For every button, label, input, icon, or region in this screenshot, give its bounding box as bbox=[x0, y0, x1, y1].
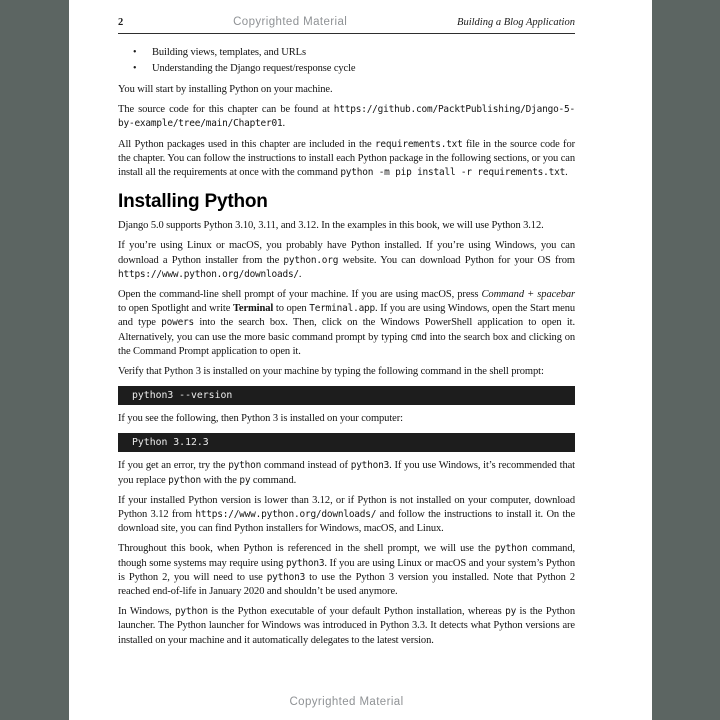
inline-code: python bbox=[228, 460, 262, 472]
inline-code: python3 bbox=[285, 557, 325, 569]
inline-code: python bbox=[174, 606, 208, 618]
inline-text: Django 5.0 supports Python 3.10, 3.11, and 3.12. In the examples in this book, we will use Python 3.12. bbox=[118, 220, 544, 232]
paragraph bbox=[118, 542, 575, 599]
inline-code: python3 bbox=[266, 571, 306, 583]
inline-code: https://www.python.org/downloads/ bbox=[195, 509, 377, 521]
inline-text: command. bbox=[250, 474, 297, 486]
inline-text: to use the Python 3 version you installed. Note that Python 2 reached end-of-life in January 2020 and shouldn’t be used anymore. bbox=[118, 571, 575, 598]
inline-text: website. You can download Python for your OS from bbox=[338, 254, 575, 266]
paragraph bbox=[118, 138, 575, 181]
code-block: Python 3.12.3 bbox=[118, 433, 575, 452]
paragraph bbox=[118, 103, 575, 131]
inline-text: to open bbox=[273, 303, 310, 315]
bullet-item: • Understanding the Django request/response cycle bbox=[118, 61, 575, 77]
inline-text: If you get an error, try the bbox=[118, 460, 229, 472]
paragraph bbox=[118, 605, 575, 648]
inline-text: If your installed Python version is lower than 3.12, or if Python is not installed on your computer, download Python 3.12 from bbox=[118, 494, 575, 521]
running-title: Building a Blog Application bbox=[457, 17, 575, 28]
inline-code: cmd bbox=[410, 331, 427, 343]
inline-code: https://github.com/PacktPublishing/Django-5-by-example/tree/main/Chapter01 bbox=[118, 104, 575, 130]
inline-code: https://www.python.org/downloads/ bbox=[118, 268, 299, 280]
paragraph bbox=[118, 459, 575, 487]
inline-text: command, though some systems may require using bbox=[118, 543, 575, 569]
inline-text: file in the source code for the chapter. You can follow the instructions to install each Python package in the following sections, or you can install all the requirements at once with the command bbox=[118, 138, 576, 179]
inline-code: python bbox=[168, 474, 202, 486]
paragraph bbox=[118, 239, 575, 282]
inline-text: Open the command-line shell prompt of your machine. If you are using macOS, press bbox=[118, 289, 482, 301]
inline-text: Verify that Python 3 is installed on your machine by typing the following command in the shell prompt: bbox=[118, 366, 544, 378]
inline-text: to open Spotlight and write bbox=[118, 303, 233, 315]
inline-text: . If you are using Linux or macOS and your system’s Python is Python 2, you will need to use bbox=[118, 557, 575, 583]
inline-text: . If you are using Windows, open the Start menu and type bbox=[118, 303, 575, 329]
inline-code: python bbox=[494, 543, 528, 555]
inline-bold: Terminal bbox=[232, 303, 274, 315]
page-number: 2 bbox=[118, 17, 124, 28]
footer-watermark: Copyrighted Material bbox=[289, 696, 404, 708]
inline-text: into the search box and clicking on the Command Prompt application to open it. bbox=[118, 331, 576, 357]
page-header bbox=[118, 0, 575, 34]
paragraph bbox=[118, 83, 575, 97]
section-heading: Installing Python bbox=[118, 191, 268, 213]
header-watermark: Copyrighted Material bbox=[233, 16, 348, 28]
inline-text: If you see the following, then Python 3 is installed on your computer: bbox=[118, 413, 403, 425]
paragraph bbox=[118, 494, 575, 537]
inline-text: In Windows, bbox=[118, 606, 175, 618]
inline-code: powers bbox=[161, 317, 195, 329]
inline-text: . bbox=[565, 167, 568, 179]
page-content bbox=[118, 0, 575, 648]
bullet-list bbox=[118, 45, 575, 77]
inline-code: python -m pip install -r requirements.txt bbox=[340, 167, 566, 179]
inline-text: is the Python executable of your default Python installation, whereas bbox=[207, 606, 506, 618]
inline-text: All Python packages used in this chapter are included in the bbox=[118, 138, 375, 150]
inline-text: You will start by installing Python on your machine. bbox=[118, 84, 333, 95]
content-flow bbox=[118, 45, 575, 648]
book-page bbox=[69, 0, 652, 720]
paragraph bbox=[118, 288, 575, 359]
inline-text: Throughout this book, when Python is referenced in the shell prompt, we will use the bbox=[118, 543, 495, 555]
inline-text: The source code for this chapter can be found at bbox=[118, 104, 334, 116]
inline-text: . bbox=[282, 118, 285, 130]
inline-code: py bbox=[239, 474, 251, 486]
inline-code: py bbox=[505, 606, 517, 618]
inline-code: Terminal.app bbox=[309, 303, 376, 315]
inline-code: python.org bbox=[283, 254, 339, 266]
inline-italic: Command + spacebar bbox=[481, 289, 575, 301]
inline-text: with the bbox=[201, 474, 240, 486]
inline-text: command instead of bbox=[261, 460, 351, 472]
code-block: python3 --version bbox=[118, 386, 575, 405]
paragraph bbox=[118, 219, 575, 233]
bullet-item: • Building views, templates, and URLs bbox=[118, 45, 575, 61]
page-footer bbox=[118, 692, 575, 710]
paragraph bbox=[118, 365, 575, 379]
inline-text: If you’re using Linux or macOS, you probably have Python installed. If you’re using Windows, you can download a Python installer from the bbox=[118, 240, 575, 266]
inline-text: . bbox=[298, 268, 302, 280]
inline-text: . If you use Windows, it’s recommended that you replace bbox=[118, 460, 575, 486]
paragraph bbox=[118, 412, 575, 426]
inline-code: requirements.txt bbox=[374, 138, 463, 150]
inline-text: and follow the instructions to install it. On the download site, you can find Python installers for Windows, macOS, and Linux. bbox=[118, 509, 576, 535]
inline-code: python3 bbox=[350, 460, 390, 472]
inline-text: is the Python launcher. The Python launcher for Windows was introduced in Python 3.3. It detects what Python versions are installed on your machine and it automatically delegates to the latest version. bbox=[118, 606, 575, 646]
inline-text: into the search box. Then, click on the Windows PowerShell application to open it. Alternatively, you can use the more basic command prompt by typing bbox=[118, 317, 575, 343]
